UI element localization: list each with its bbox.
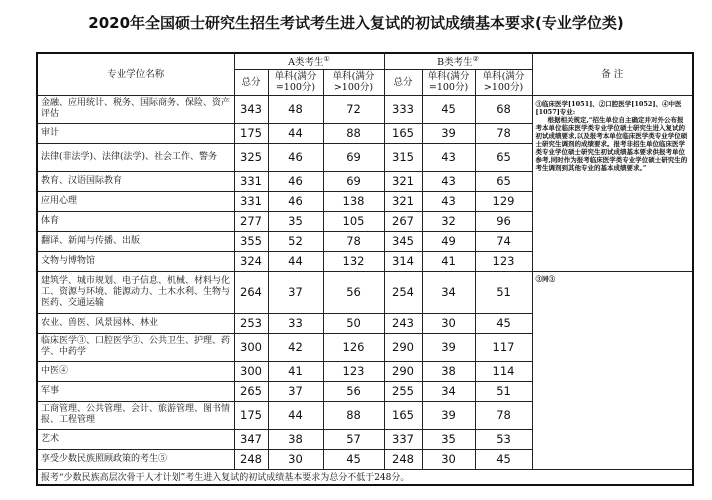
score-a-0: 175 xyxy=(234,123,268,143)
score-table xyxy=(36,52,694,486)
score-b-2: 65 xyxy=(475,171,532,191)
score-a-0: 265 xyxy=(234,381,268,401)
row-name: 建筑学、城市规划、电子信息、机械、材料与化工、资源与环境、能源动力、土木水利、生物与医药、交通运输 xyxy=(37,271,234,313)
header-remarks: 备 注 xyxy=(532,53,693,95)
score-a-1: 38 xyxy=(268,429,323,449)
score-a-1: 37 xyxy=(268,271,323,313)
score-a-2: 105 xyxy=(323,211,384,231)
score-b-1: 39 xyxy=(422,123,475,143)
footer-row xyxy=(37,469,693,485)
score-a-2: 78 xyxy=(323,231,384,251)
row-name: 农业、兽医、风景园林、林业 xyxy=(37,313,234,333)
score-a-1: 44 xyxy=(268,123,323,143)
row-name: 体育 xyxy=(37,211,234,231)
score-b-2: 96 xyxy=(475,211,532,231)
remarks-note-heading: ③临床医学[1051]、②口腔医学[1052]、④中医[1057]专业: xyxy=(535,99,682,116)
score-a-1: 44 xyxy=(268,401,323,429)
score-a-1: 48 xyxy=(268,95,323,123)
score-a-2: 50 xyxy=(323,313,384,333)
score-a-0: 331 xyxy=(234,171,268,191)
row-name: 法律(非法学)、法律(法学)、社会工作、警务 xyxy=(37,143,234,171)
score-a-2: 56 xyxy=(323,381,384,401)
score-a-0: 300 xyxy=(234,333,268,361)
score-b-2: 53 xyxy=(475,429,532,449)
score-b-1: 43 xyxy=(422,191,475,211)
row-name: 艺术 xyxy=(37,429,234,449)
score-b-0: 254 xyxy=(384,271,422,313)
score-b-1: 49 xyxy=(422,231,475,251)
score-b-2: 129 xyxy=(475,191,532,211)
score-a-2: 56 xyxy=(323,271,384,313)
score-a-2: 88 xyxy=(323,401,384,429)
score-b-0: 243 xyxy=(384,313,422,333)
header-b-single100: 单科(满分 =100分) xyxy=(422,69,475,95)
score-a-0: 277 xyxy=(234,211,268,231)
header-a-total: 总分 xyxy=(234,69,268,95)
score-b-0: 165 xyxy=(384,401,422,429)
score-a-0: 343 xyxy=(234,95,268,123)
row-name: 翻译、新闻与传播、出版 xyxy=(37,231,234,251)
score-a-0: 325 xyxy=(234,143,268,171)
score-a-0: 324 xyxy=(234,251,268,271)
score-a-0: 331 xyxy=(234,191,268,211)
score-b-1: 41 xyxy=(422,251,475,271)
score-b-2: 51 xyxy=(475,271,532,313)
score-b-1: 34 xyxy=(422,271,475,313)
score-a-1: 52 xyxy=(268,231,323,251)
row-name: 金融、应用统计、税务、国际商务、保险、资产评估 xyxy=(37,95,234,123)
remarks-note-body: 根据相关规定,“招生单位自主确定并对外公布报考本单位临床医学类专业学位硕士研究生进入复试的初试成绩要求,以及报考本单位临床医学类专业学位硕士研究生调剂的成绩要求。报考非招生单位临床医学类专业学位硕士研究生初试成绩基本要求供报考单位参考,同时作为报考临床医学类专业学位硕士研究生的考生调剂到其他专业的基本成绩要求。” xyxy=(535,115,688,172)
score-a-0: 253 xyxy=(234,313,268,333)
header-a-group: A类考生① xyxy=(234,53,384,69)
score-b-0: 337 xyxy=(384,429,422,449)
score-b-0: 290 xyxy=(384,361,422,381)
score-a-1: 46 xyxy=(268,171,323,191)
score-a-2: 69 xyxy=(323,143,384,171)
score-a-1: 33 xyxy=(268,313,323,333)
score-b-2: 74 xyxy=(475,231,532,251)
score-a-2: 126 xyxy=(323,333,384,361)
score-b-1: 30 xyxy=(422,449,475,469)
header-category: 专业学位名称 xyxy=(37,53,234,95)
score-b-0: 315 xyxy=(384,143,422,171)
score-b-1: 34 xyxy=(422,381,475,401)
score-b-1: 39 xyxy=(422,333,475,361)
score-b-1: 43 xyxy=(422,171,475,191)
remarks-note-clinical xyxy=(532,95,693,271)
score-b-2: 45 xyxy=(475,313,532,333)
score-b-2: 114 xyxy=(475,361,532,381)
score-a-1: 44 xyxy=(268,251,323,271)
table-row xyxy=(37,95,693,123)
score-b-0: 248 xyxy=(384,449,422,469)
row-name: 临床医学③、口腔医学③、公共卫生、护理、药学、中药学 xyxy=(37,333,234,361)
row-name: 中医④ xyxy=(37,361,234,381)
score-a-0: 264 xyxy=(234,271,268,313)
row-name: 享受少数民族照顾政策的考生⑤ xyxy=(37,449,234,469)
score-a-0: 347 xyxy=(234,429,268,449)
page-title: 2020年全国硕士研究生招生考试考生进入复试的初试成绩基本要求(专业学位类) xyxy=(88,14,624,32)
remarks-note-same: ③同③ xyxy=(532,271,693,469)
score-a-1: 41 xyxy=(268,361,323,381)
score-a-0: 355 xyxy=(234,231,268,251)
score-b-0: 333 xyxy=(384,95,422,123)
header-a-single100: 单科(满分 =100分) xyxy=(268,69,323,95)
score-a-1: 42 xyxy=(268,333,323,361)
score-a-2: 72 xyxy=(323,95,384,123)
score-a-1: 30 xyxy=(268,449,323,469)
footer-note: 报考“少数民族高层次骨干人才计划”考生进入复试的初试成绩基本要求为总分不低于248分。 xyxy=(37,469,693,485)
score-b-2: 65 xyxy=(475,143,532,171)
score-b-2: 68 xyxy=(475,95,532,123)
score-b-0: 255 xyxy=(384,381,422,401)
row-name: 工商管理、公共管理、会计、旅游管理、图书情报、工程管理 xyxy=(37,401,234,429)
score-a-2: 69 xyxy=(323,171,384,191)
score-a-2: 88 xyxy=(323,123,384,143)
score-b-1: 43 xyxy=(422,143,475,171)
score-b-1: 30 xyxy=(422,313,475,333)
row-name: 文物与博物馆 xyxy=(37,251,234,271)
score-a-2: 138 xyxy=(323,191,384,211)
score-a-1: 35 xyxy=(268,211,323,231)
score-b-1: 35 xyxy=(422,429,475,449)
score-b-0: 321 xyxy=(384,191,422,211)
score-b-2: 51 xyxy=(475,381,532,401)
score-b-0: 267 xyxy=(384,211,422,231)
score-a-1: 46 xyxy=(268,143,323,171)
score-b-2: 117 xyxy=(475,333,532,361)
row-name: 审计 xyxy=(37,123,234,143)
score-a-2: 132 xyxy=(323,251,384,271)
score-b-2: 45 xyxy=(475,449,532,469)
header-a-single100plus: 单科(满分 >100分) xyxy=(323,69,384,95)
score-b-1: 32 xyxy=(422,211,475,231)
header-b-single100plus: 单科(满分 >100分) xyxy=(475,69,532,95)
score-b-2: 78 xyxy=(475,123,532,143)
score-a-2: 45 xyxy=(323,449,384,469)
score-a-1: 37 xyxy=(268,381,323,401)
score-a-0: 248 xyxy=(234,449,268,469)
table-row xyxy=(37,271,693,313)
score-b-0: 314 xyxy=(384,251,422,271)
score-b-2: 123 xyxy=(475,251,532,271)
score-b-0: 345 xyxy=(384,231,422,251)
score-b-0: 290 xyxy=(384,333,422,361)
score-a-0: 175 xyxy=(234,401,268,429)
row-name: 军事 xyxy=(37,381,234,401)
header-b-total: 总分 xyxy=(384,69,422,95)
row-name: 教育、汉语国际教育 xyxy=(37,171,234,191)
score-b-1: 45 xyxy=(422,95,475,123)
score-b-0: 321 xyxy=(384,171,422,191)
score-a-2: 123 xyxy=(323,361,384,381)
score-a-0: 300 xyxy=(234,361,268,381)
score-b-2: 78 xyxy=(475,401,532,429)
score-b-1: 38 xyxy=(422,361,475,381)
score-b-1: 39 xyxy=(422,401,475,429)
row-name: 应用心理 xyxy=(37,191,234,211)
score-b-0: 165 xyxy=(384,123,422,143)
score-a-2: 57 xyxy=(323,429,384,449)
header-b-group: B类考生② xyxy=(384,53,532,69)
score-a-1: 46 xyxy=(268,191,323,211)
